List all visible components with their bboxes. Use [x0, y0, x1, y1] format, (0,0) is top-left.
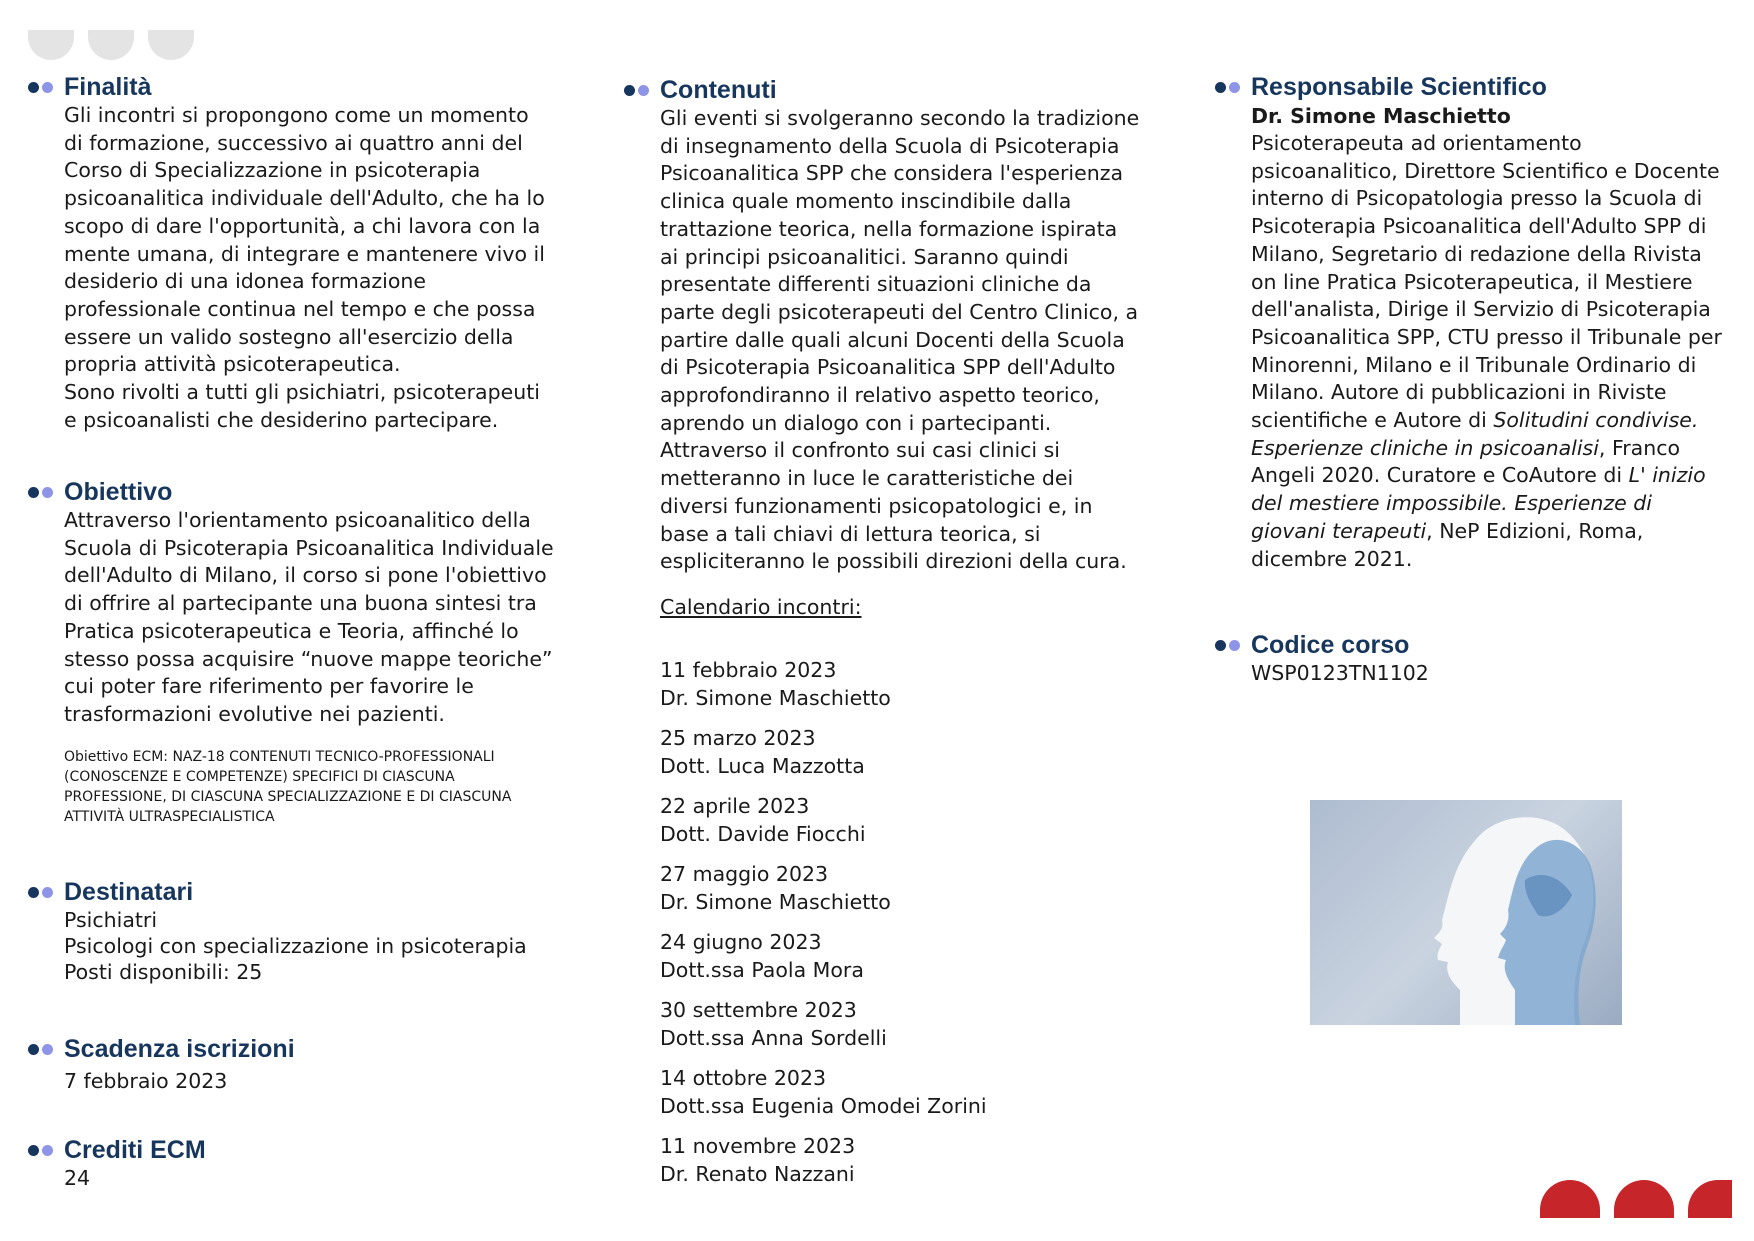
bullet-icon: [28, 82, 64, 93]
section-text: Gli incontri si propongono come un momento di formazione, successivo ai quattro anni del Corso di Specializzazione in psicoterapia psicoanalitica individuale dell'Adulto, che ha lo scopo di dare l'opportunità, a chi lavora con la mente umana, di integrare e mantenere vivo il desiderio di una idonea formazione professionale continua nel tempo e che possa essere un valido sostegno all'esercizio della propria attività psicoterapeutica. Sono rivolti a tutti gli psichiatri, psicoterapeuti e psicoanalisti che desiderino partecipare.: [64, 103, 545, 432]
course-code: WSP0123TN1102: [1251, 661, 1429, 685]
calendar-date: 24 giugno 2023: [660, 929, 822, 954]
bio-text: , Franco Angeli 2020. Curatore e CoAutore di: [1251, 435, 1681, 488]
section-text: 24: [64, 1166, 91, 1190]
bullet-icon: [28, 487, 64, 498]
section-title: Responsabile Scientifico: [1251, 72, 1547, 101]
bullet-icon: [28, 1145, 64, 1156]
responsabile-name: Dr. Simone Maschietto: [1251, 104, 1511, 128]
section-title: Obiettivo: [64, 477, 173, 506]
calendar-item: [660, 792, 1180, 848]
calendar-item: [660, 1064, 1180, 1120]
calendar-item: [660, 724, 1180, 780]
calendar-speaker: Dott. Luca Mazzotta: [660, 753, 865, 778]
section-contenuti: [660, 75, 1180, 1200]
calendar-date: 30 settembre 2023: [660, 997, 857, 1022]
calendar-speaker: Dr. Simone Maschietto: [660, 685, 891, 710]
ecm-note: Obiettivo ECM: NAZ-18 CONTENUTI TECNICO-PROFESSIONALI (CONOSCENZE E COMPETENZE) SPECIFICI DI CIASCUNA PROFESSIONE, DI CIASCUNA SPECIALIZZAZIONE E DI CIASCUNA ATTIVITÀ ULTRASPECIALISTICA: [64, 748, 512, 825]
bio-text: , NeP Edizioni, Roma, dicembre 2021.: [1251, 518, 1644, 571]
calendar-date: 11 novembre 2023: [660, 1133, 856, 1158]
calendar-list: [660, 656, 1180, 1188]
calendar-date: 22 aprile 2023: [660, 793, 810, 818]
section-obiettivo: [64, 477, 584, 827]
head-silhouette-image: [1310, 800, 1622, 1025]
section-title: Finalità: [64, 72, 152, 101]
grey-semicircle: [28, 30, 74, 60]
section-destinatari: [64, 877, 584, 985]
bullet-icon: [28, 1044, 64, 1055]
bullet-icon: [28, 887, 64, 898]
calendar-speaker: Dott.ssa Paola Mora: [660, 957, 864, 982]
grey-semicircle: [148, 30, 194, 60]
calendar-item: [660, 1132, 1180, 1188]
section-title: Scadenza iscrizioni: [64, 1034, 295, 1063]
bio-text: Psicoterapeuta ad orientamento psicoanalitico, Direttore Scientifico e Docente interno di Psicopatologia presso la Scuola di Psicoterapia Psicoanalitica dell'Adulto SPP di Milano, Segretario di redazione della Rivista on line Pratica Psicoterapeutica, il Mestiere dell'analista, Dirige il Servizio di Psicoterapia Psicoanalitica SPP, CTU presso il Tribunale per Minorenni, Milano e il Tribunale Ordinario di Milano. Autore di pubblicazioni in Riviste scientifiche e Autore di: [1251, 131, 1722, 433]
bullet-icon: [1215, 82, 1251, 93]
red-semicircle: [1540, 1180, 1600, 1218]
calendar-item: [660, 928, 1180, 984]
section-finalita: [64, 72, 584, 434]
responsabile-bio: [1251, 130, 1731, 573]
calendar-speaker: Dott.ssa Anna Sordelli: [660, 1025, 887, 1050]
calendar-item: [660, 860, 1180, 916]
red-semicircle: [1614, 1180, 1674, 1218]
calendar-date: 27 maggio 2023: [660, 861, 829, 886]
section-text: Attraverso l'orientamento psicoanalitico della Scuola di Psicoterapia Psicoanalitica Individuale dell'Adulto di Milano, il corso si pone l'obiettivo di offrire al partecipante una buona sintesi tra Pratica psicoterapeutica e Teoria, affinché lo stesso possa acquisire “nuove mappe teoriche” cui poter fare riferimento per favorire le trasformazioni evolutive nei pazienti.: [64, 508, 554, 726]
bullet-icon: [624, 85, 660, 96]
calendar-speaker: Dr. Renato Nazzani: [660, 1161, 855, 1186]
section-title: Crediti ECM: [64, 1135, 206, 1164]
section-title: Contenuti: [660, 75, 777, 104]
section-text: Gli eventi si svolgeranno secondo la tradizione di insegnamento della Scuola di Psicoterapia Psicoanalitica SPP che considera l'esperienza clinica quale momento inscindibile dalla trattazione teorica, nella formazione ispirata ai principi psicoanalitici. Saranno quindi presentate differenti situazioni cliniche da parte degli psicoterapeuti del Centro Clinico, a partire dalle quali alcuni Docenti della Scuola di Psicoterapia Psicoanalitica SPP dell'Adulto approfondiranno il relativo aspetto teorico, aprendo un dialogo con i partecipanti. Attraverso il confronto sui casi clinici si metteranno in luce le caratteristiche dei diversi funzionamenti psicopatologici e, in base a tali chiavi di lettura teorica, si espliciteranno le possibili direzioni della cura.: [660, 106, 1140, 574]
section-crediti: [64, 1135, 584, 1193]
section-scadenza: [64, 1034, 584, 1096]
red-semicircle: [1688, 1180, 1732, 1218]
calendar-date: 14 ottobre 2023: [660, 1065, 827, 1090]
calendar-title: Calendario incontri:: [660, 594, 862, 619]
calendar-date: 11 febbraio 2023: [660, 657, 837, 682]
bullet-icon: [1215, 640, 1251, 651]
head-silhouette-icon: [1310, 800, 1622, 1025]
calendar-item: [660, 996, 1180, 1052]
top-decoration: [28, 30, 194, 60]
calendar-speaker: Dott.ssa Eugenia Omodei Zorini: [660, 1093, 987, 1118]
calendar-speaker: Dr. Simone Maschietto: [660, 889, 891, 914]
calendar-speaker: Dott. Davide Fiocchi: [660, 821, 866, 846]
section-codice: [1251, 630, 1731, 688]
calendar-date: 25 marzo 2023: [660, 725, 816, 750]
section-title: Destinatari: [64, 877, 194, 906]
section-responsabile: [1251, 72, 1731, 573]
book-title: L' inizio del mestiere impossibile. Esperienze di giovani terapeuti: [1251, 463, 1706, 543]
bottom-decoration: [1540, 1180, 1732, 1218]
section-text: 7 febbraio 2023: [64, 1069, 228, 1093]
section-text: Psichiatri Psicologi con specializzazione in psicoterapia Posti disponibili: 25: [64, 908, 527, 984]
book-title: Solitudini condivise. Esperienze cliniche in psicoanalisi: [1251, 408, 1699, 460]
calendar-item: [660, 656, 1180, 712]
section-title: Codice corso: [1251, 630, 1410, 659]
grey-semicircle: [88, 30, 134, 60]
